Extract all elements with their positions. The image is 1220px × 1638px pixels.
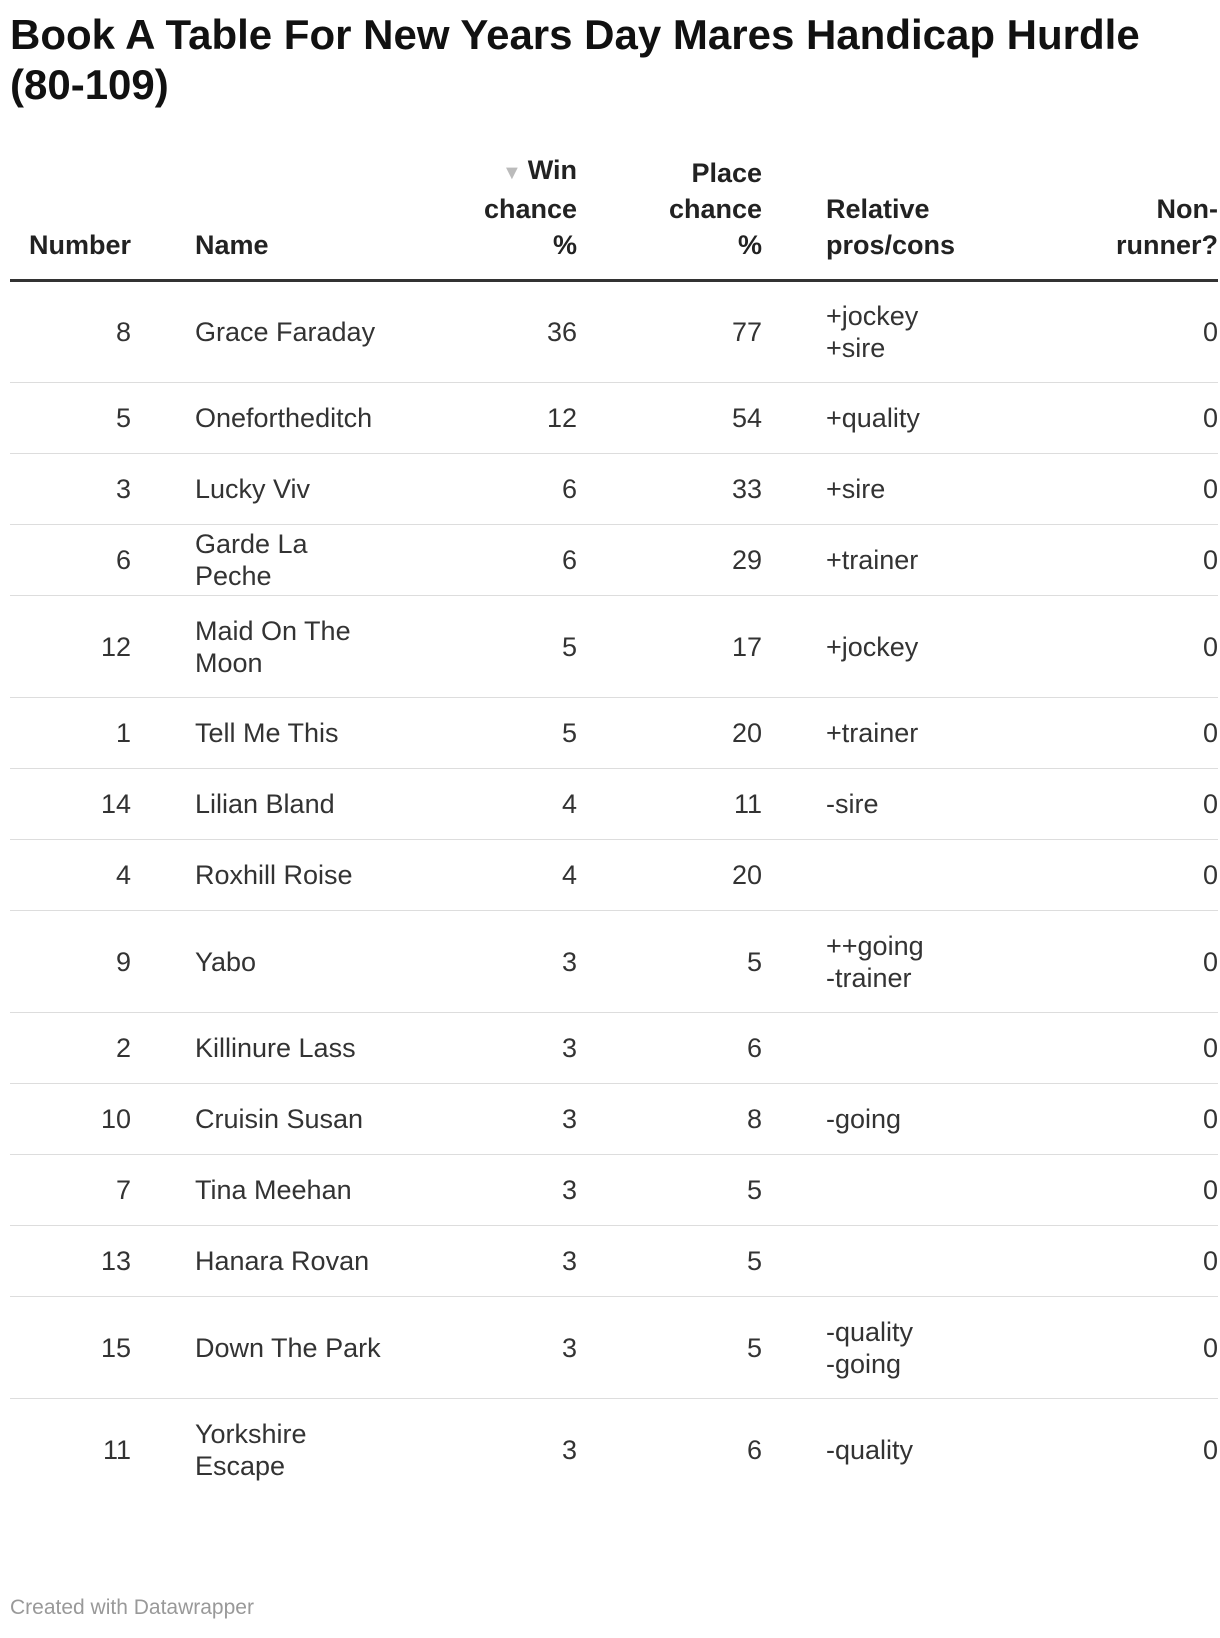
cell-name bbox=[179, 1226, 389, 1297]
cell-pros-cons bbox=[762, 1155, 1048, 1226]
table-body bbox=[10, 281, 1218, 1501]
table-row bbox=[10, 1013, 1218, 1084]
header-label-line bbox=[1048, 227, 1218, 263]
header-label-line bbox=[389, 191, 577, 227]
cell-non-runner: 0 bbox=[1048, 1297, 1218, 1399]
cell-name bbox=[179, 383, 389, 454]
header-label-line bbox=[577, 191, 762, 227]
cell-name bbox=[179, 1399, 389, 1501]
cell-number: 11 bbox=[102, 1434, 131, 1465]
header-text: % bbox=[737, 230, 762, 260]
cell-place-chance: 77 bbox=[577, 281, 762, 383]
table-row bbox=[10, 454, 1218, 525]
cell-pros-cons-line: +sire bbox=[826, 333, 886, 363]
table-row bbox=[10, 698, 1218, 769]
cell-non-runner: 0 bbox=[1048, 840, 1218, 911]
cell-name bbox=[179, 1155, 389, 1226]
header-win-chance[interactable] bbox=[389, 152, 577, 281]
cell-pros-cons bbox=[762, 840, 1048, 911]
header-text: chance bbox=[483, 194, 577, 224]
table-row bbox=[10, 596, 1218, 698]
cell-place-chance: 33 bbox=[577, 454, 762, 525]
cell-number: 12 bbox=[10, 596, 179, 698]
cell-pros-cons bbox=[762, 1399, 1048, 1501]
cell-non-runner: 0 bbox=[1048, 596, 1218, 698]
cell-name-line: Killinure Lass bbox=[195, 1033, 356, 1063]
header-label-line bbox=[826, 191, 1048, 227]
table-row bbox=[10, 1399, 1218, 1501]
header-place-chance[interactable] bbox=[577, 152, 762, 281]
cell-name bbox=[179, 840, 389, 911]
cell-name-line: Moon bbox=[195, 647, 263, 678]
cell-place-chance: 17 bbox=[577, 596, 762, 698]
cell-win-chance: 4 bbox=[389, 769, 577, 840]
cell-number: 4 bbox=[10, 840, 179, 911]
cell-name bbox=[179, 769, 389, 840]
table-row bbox=[10, 1084, 1218, 1155]
cell-name-line: Yabo bbox=[195, 946, 257, 977]
page-title: Book A Table For New Years Day Mares Handicap Hurdle (80-109) bbox=[10, 11, 1140, 108]
cell-name bbox=[179, 525, 389, 596]
cell-win-chance: 3 bbox=[389, 1013, 577, 1084]
cell-pros-cons-line: +jockey bbox=[826, 301, 919, 331]
cell-win-chance: 6 bbox=[389, 454, 577, 525]
datawrapper-credit: Created with Datawrapper bbox=[10, 1596, 254, 1619]
cell-name-line: Roxhill Roise bbox=[195, 860, 353, 890]
table-row bbox=[10, 281, 1218, 383]
cell-non-runner: 0 bbox=[1048, 1013, 1218, 1084]
cell-name bbox=[179, 698, 389, 769]
table-header-row bbox=[10, 152, 1218, 281]
cell-number: 8 bbox=[10, 281, 179, 383]
cell-pros-cons-line: +quality bbox=[826, 403, 920, 433]
table-row bbox=[10, 525, 1218, 596]
cell-pros-cons bbox=[762, 911, 1048, 1013]
cell-name-line: Onefortheditch bbox=[195, 403, 373, 433]
cell-name-line: Escape bbox=[195, 1450, 286, 1481]
header-text: Name bbox=[195, 230, 269, 260]
cell-pros-cons-line: +jockey bbox=[826, 631, 919, 662]
cell-pros-cons bbox=[762, 454, 1048, 525]
header-label-line bbox=[195, 227, 389, 263]
cell-non-runner: 0 bbox=[1048, 911, 1218, 1013]
cell-win-chance: 5 bbox=[389, 596, 577, 698]
cell-name-line: Lucky Viv bbox=[195, 474, 311, 504]
runners-table bbox=[10, 152, 1218, 1501]
cell-pros-cons-line: -going bbox=[826, 1104, 902, 1134]
cell-place-chance: 8 bbox=[577, 1084, 762, 1155]
table-row bbox=[10, 769, 1218, 840]
cell-place-chance: 5 bbox=[577, 1155, 762, 1226]
header-name[interactable] bbox=[179, 152, 389, 281]
cell-place-chance: 6 bbox=[746, 1434, 762, 1465]
cell-non-runner: 0 bbox=[1048, 1226, 1218, 1297]
cell-pros-cons-line: +trainer bbox=[826, 718, 919, 748]
cell-pros-cons-line: -trainer bbox=[826, 962, 912, 993]
cell-win-chance: 36 bbox=[389, 281, 577, 383]
cell-pros-cons bbox=[762, 525, 1048, 596]
sort-descending-icon: ▼ bbox=[501, 162, 522, 184]
cell-name bbox=[179, 596, 389, 698]
cell-pros-cons bbox=[762, 769, 1048, 840]
cell-name-line: Cruisin Susan bbox=[195, 1104, 364, 1134]
header-text: Relative bbox=[826, 194, 930, 224]
cell-place-chance: 11 bbox=[577, 769, 762, 840]
cell-number: 7 bbox=[10, 1155, 179, 1226]
cell-place-chance: 20 bbox=[577, 698, 762, 769]
cell-name-line: Tina Meehan bbox=[195, 1175, 352, 1205]
cell-pros-cons-line: -quality bbox=[826, 1434, 914, 1465]
header-text: Win bbox=[527, 155, 577, 185]
cell-pros-cons bbox=[762, 1013, 1048, 1084]
cell-name bbox=[179, 1084, 389, 1155]
cell-number: 6 bbox=[10, 525, 179, 596]
cell-place-chance: 6 bbox=[577, 1013, 762, 1084]
cell-pros-cons bbox=[762, 1084, 1048, 1155]
cell-name bbox=[179, 1013, 389, 1084]
header-label-line bbox=[826, 227, 1048, 263]
cell-non-runner: 0 bbox=[1048, 454, 1218, 525]
cell-place-chance: 5 bbox=[577, 1226, 762, 1297]
cell-pros-cons bbox=[762, 383, 1048, 454]
cell-win-chance: 3 bbox=[389, 1155, 577, 1226]
cell-place-chance: 5 bbox=[577, 911, 762, 1013]
header-pros-cons[interactable] bbox=[762, 152, 1048, 281]
cell-name-line: Yorkshire bbox=[195, 1418, 307, 1449]
header-text: Number bbox=[28, 230, 131, 260]
header-text: runner? bbox=[1115, 230, 1218, 260]
cell-name-line: Grace Faraday bbox=[195, 317, 376, 347]
header-text: Non- bbox=[1156, 194, 1218, 224]
cell-name bbox=[179, 1297, 389, 1399]
cell-pros-cons bbox=[762, 596, 1048, 698]
cell-non-runner: 0 bbox=[1048, 1155, 1218, 1226]
header-text: Place bbox=[691, 158, 762, 188]
cell-name-line: Down The Park bbox=[195, 1332, 381, 1363]
cell-pros-cons-line: -going bbox=[826, 1348, 902, 1379]
cell-pros-cons bbox=[762, 1226, 1048, 1297]
header-label-line bbox=[1048, 191, 1218, 227]
header-label-line bbox=[389, 152, 577, 191]
cell-non-runner: 0 bbox=[1048, 769, 1218, 840]
cell-name-line: Hanara Rovan bbox=[195, 1246, 370, 1276]
header-label-line bbox=[577, 155, 762, 191]
header-text: pros/cons bbox=[826, 230, 956, 260]
cell-name-line: Lilian Bland bbox=[195, 789, 335, 819]
header-text: chance bbox=[668, 194, 762, 224]
cell-number: 3 bbox=[10, 454, 179, 525]
cell-number: 14 bbox=[10, 769, 179, 840]
cell-pros-cons-line: +trainer bbox=[826, 545, 919, 575]
cell-non-runner: 0 bbox=[1048, 383, 1218, 454]
cell-place-chance: 54 bbox=[577, 383, 762, 454]
table-row bbox=[10, 383, 1218, 454]
cell-non-runner: 0 bbox=[1048, 281, 1218, 383]
cell-name bbox=[179, 454, 389, 525]
cell-win-chance: 3 bbox=[389, 911, 577, 1013]
cell-pros-cons bbox=[762, 698, 1048, 769]
header-non-runner[interactable] bbox=[1048, 152, 1218, 281]
header-number[interactable] bbox=[10, 152, 179, 281]
cell-name bbox=[179, 281, 389, 383]
table-row bbox=[10, 1226, 1218, 1297]
cell-place-chance: 5 bbox=[577, 1297, 762, 1399]
cell-pros-cons-line: +sire bbox=[826, 474, 886, 504]
cell-pros-cons-line: -sire bbox=[826, 789, 879, 819]
cell-number: 9 bbox=[10, 911, 179, 1013]
cell-name-line: Tell Me This bbox=[195, 718, 339, 748]
cell-win-chance: 5 bbox=[389, 698, 577, 769]
cell-name bbox=[179, 911, 389, 1013]
cell-win-chance: 12 bbox=[389, 383, 577, 454]
cell-pros-cons-line: -quality bbox=[826, 1316, 914, 1347]
cell-non-runner: 0 bbox=[1202, 1434, 1218, 1465]
cell-place-chance: 29 bbox=[577, 525, 762, 596]
cell-number: 15 bbox=[10, 1297, 179, 1399]
table-row bbox=[10, 840, 1218, 911]
cell-number: 2 bbox=[10, 1013, 179, 1084]
cell-name-line: Garde La Peche bbox=[195, 529, 308, 591]
cell-number: 10 bbox=[10, 1084, 179, 1155]
cell-number: 5 bbox=[10, 383, 179, 454]
header-label-line bbox=[10, 227, 131, 263]
table-row bbox=[10, 1155, 1218, 1226]
cell-non-runner: 0 bbox=[1048, 698, 1218, 769]
cell-non-runner: 0 bbox=[1048, 1084, 1218, 1155]
header-label-line bbox=[389, 227, 577, 263]
cell-win-chance: 6 bbox=[389, 525, 577, 596]
cell-number: 1 bbox=[10, 698, 179, 769]
table-row bbox=[10, 911, 1218, 1013]
cell-win-chance: 3 bbox=[389, 1226, 577, 1297]
cell-name-line: Maid On The bbox=[195, 615, 351, 646]
cell-pros-cons bbox=[762, 1297, 1048, 1399]
cell-non-runner: 0 bbox=[1048, 525, 1218, 596]
cell-win-chance: 3 bbox=[561, 1434, 577, 1465]
header-text: % bbox=[552, 230, 577, 260]
cell-number: 13 bbox=[10, 1226, 179, 1297]
header-label-line bbox=[577, 227, 762, 263]
cell-win-chance: 3 bbox=[389, 1084, 577, 1155]
cell-pros-cons-line: ++going bbox=[826, 930, 924, 961]
cell-pros-cons bbox=[762, 281, 1048, 383]
table-row bbox=[10, 1297, 1218, 1399]
cell-win-chance: 4 bbox=[389, 840, 577, 911]
cell-place-chance: 20 bbox=[577, 840, 762, 911]
cell-win-chance: 3 bbox=[389, 1297, 577, 1399]
